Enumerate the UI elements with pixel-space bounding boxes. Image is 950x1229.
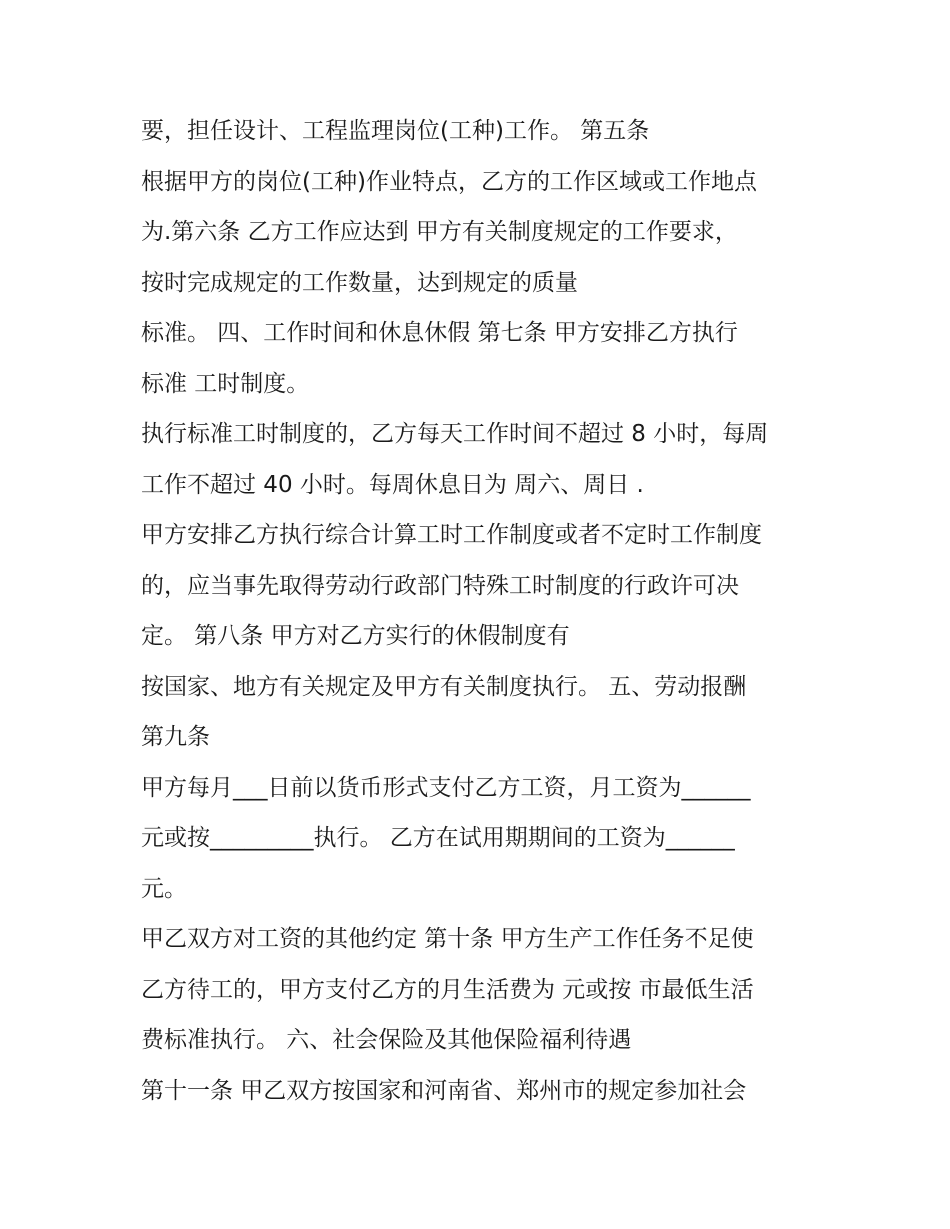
- text-line: 标准 工时制度。: [141, 370, 310, 397]
- text-line: 定。 第八条 甲方对乙方实行的休假制度有: [141, 623, 570, 649]
- text-line: 第十一条 甲乙双方按国家和河南省、郑州市的规定参加社会: [141, 1077, 747, 1104]
- text-line: 的，应当事先取得劳动行政部门特殊工时制度的行政许可决: [141, 572, 739, 599]
- text-line: 元或按_________执行。 乙方在试用期期间的工资为______: [141, 825, 735, 851]
- text-line: 按国家、地方有关规定及甲方有关制度执行。 五、劳动报酬: [141, 673, 747, 700]
- text-line: 为.第六条 乙方工作应达到 甲方有关制度规定的工作要求，: [141, 219, 738, 245]
- text-line: 甲乙双方对工资的其他约定 第十条 甲方生产工作任务不足使: [141, 926, 754, 952]
- text-line: 费标准执行。 六、社会保险及其他保险福利待遇: [141, 1027, 632, 1053]
- text-line: 乙方待工的，甲方支付乙方的月生活费为 元或按 市最低生活: [141, 976, 754, 1003]
- text-line: 根据甲方的岗位(工种)作业特点，乙方的工作区域或工作地点: [141, 168, 757, 195]
- text-line: 工作不超过 40 小时。每周休息日为 周六、周日 .: [141, 471, 644, 498]
- text-line: 要，担任设计、工程监理岗位(工种)工作。 第五条: [141, 118, 650, 144]
- contract-text: [141, 106, 841, 1116]
- text-line: 第九条: [141, 724, 210, 750]
- text-line: 甲方安排乙方执行综合计算工时工作制度或者不定时工作制度: [141, 522, 762, 548]
- text-line: 标准。 四、工作时间和休息休假 第七条 甲方安排乙方执行: [141, 320, 738, 346]
- text-line: 元。: [141, 875, 187, 902]
- text-line: 甲方每月___日前以货币形式支付乙方工资，月工资为______: [141, 774, 751, 801]
- text-line: 执行标准工时制度的，乙方每天工作时间不超过 8 小时，每周: [141, 421, 769, 447]
- text-line: 按时完成规定的工作数量，达到规定的质量: [141, 269, 578, 296]
